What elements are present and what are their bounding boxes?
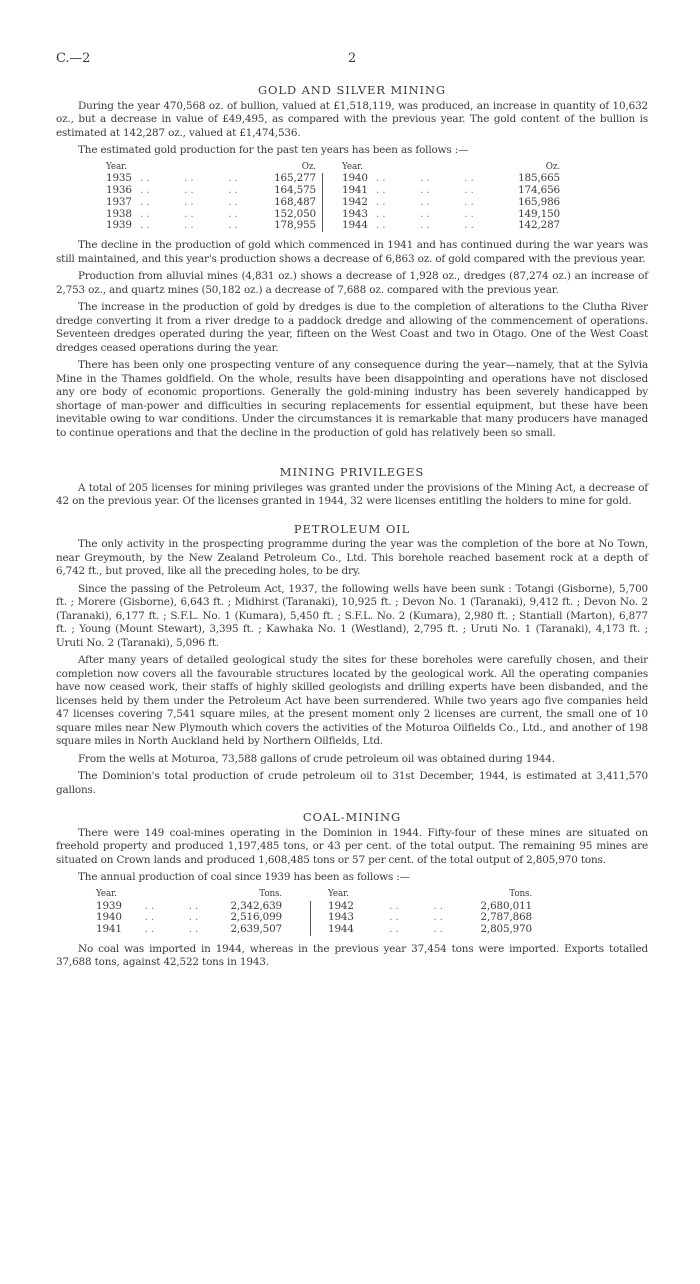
gold-oz: 165,986	[518, 195, 560, 208]
coal-col-tons-right: Tons.	[509, 888, 532, 899]
table-row: 1941 .. .. 2,639,507 1944 .. .. 2,805,970	[96, 923, 532, 936]
coal-tons: 2,516,099	[230, 911, 282, 924]
gold-col-oz-left: Oz.	[301, 161, 316, 172]
page-header	[56, 52, 648, 70]
petroleum-paragraph-1: The only activity in the prospecting programme during the year was the completion of the bore at No Town, near Greymouth, by the New Zealand Petroleum Co., Ltd. This borehole reached basement rock at a depth of 6,742 ft., but proved, like all the preceding holes, to be dry.	[56, 538, 648, 578]
gold-oz: 178,955	[274, 219, 316, 232]
gold-year: 1938	[106, 207, 132, 220]
table-row: 1940 .. .. 2,516,099 1943 .. .. 2,787,868	[96, 911, 532, 924]
gold-year: 1943	[342, 207, 368, 220]
gold-oz: 185,665	[518, 172, 560, 185]
coal-tons: 2,680,011	[480, 899, 532, 912]
gold-year: 1942	[342, 195, 368, 208]
coal-year: 1941	[96, 923, 122, 936]
coal-col-year-right: Year.	[328, 888, 349, 899]
coal-production-table	[96, 889, 532, 936]
gold-oz: 152,050	[274, 207, 316, 220]
coal-year: 1943	[328, 911, 354, 924]
gold-oz: 142,287	[518, 219, 560, 232]
gold-col-year-right: Year.	[342, 161, 363, 172]
gold-oz: 165,277	[274, 172, 316, 185]
gold-paragraph-6: There has been only one prospecting venture of any consequence during the year—namely, that at the Sylvia Mine in the Thames goldfield. On the whole, results have been disappointing and operations have not disclosed any ore body of economic proportions. Generally the gold-mining industry has been severely handicapped by shortage of man-power and difficulties in securing replacements for essential equipment, but these have been inevitable owing to war conditions. Under the circumstances it is remarkable that many producers have managed to continue operations and that the decline in the production of gold has relatively been so small.	[56, 359, 648, 439]
document-reference: C.—2	[56, 51, 91, 66]
gold-year: 1935	[106, 172, 132, 185]
table-row: 1936 .. .. .. 164,575 1941 .. .. .. 174,656	[106, 184, 560, 197]
gold-oz: 164,575	[274, 184, 316, 197]
coal-tons: 2,342,639	[230, 899, 282, 912]
coal-paragraph-2: The annual production of coal since 1939 has been as follows :—	[78, 871, 410, 884]
coal-section-title: COAL-MINING	[302, 810, 402, 825]
gold-paragraph-1: During the year 470,568 oz. of bullion, valued at £1,518,119, was produced, an increase in quantity of 10,632 oz., but a decrease in value of £49,495, as compared with the previous year. The gold content of the bullion is estimated at 142,287 oz., valued at £1,474,536.	[56, 99, 648, 139]
privileges-paragraph-1: A total of 205 licenses for mining privileges was granted under the provisions of the Mining Act, a decrease of 42 on the previous year. Of the licenses granted in 1944, 32 were licenses entitling the holders to mine for gold.	[56, 481, 648, 508]
table-row: 1937 .. .. .. 168,487 1942 .. .. .. 165,986	[106, 195, 560, 208]
privileges-section-title: MINING PRIVILEGES	[279, 465, 425, 480]
table-row: 1939 .. .. 2,342,639 1942 .. .. 2,680,011	[96, 899, 532, 912]
gold-year: 1939	[106, 219, 132, 232]
gold-oz: 168,487	[274, 195, 316, 208]
gold-oz: 149,150	[518, 207, 560, 220]
table-row: 1938 .. .. .. 152,050 1943 .. .. .. 149,150	[106, 207, 560, 220]
gold-paragraph-5: The increase in the production of gold by dredges is due to the completion of alterations to the Clutha River dredge converting it from a river dredge to a paddock dredge and allowing of the commencement of operations. Seventeen dredges operated during the year, fifteen on the West Coast and two in Otago. One of the West Coast dredges ceased operations during the year.	[56, 301, 648, 354]
page-number: 2	[347, 51, 357, 66]
gold-paragraph-3: The decline in the production of gold which commenced in 1941 and has continued during the war years was still maintained, and this year's production shows a decrease of 6,863 oz. of gold compared with the previous year.	[56, 239, 648, 265]
document-page	[56, 52, 648, 974]
coal-paragraph-3: No coal was imported in 1944, whereas in the previous year 37,454 tons were imported. Exports totalled 37,688 tons, against 42,522 tons in 1943.	[56, 942, 648, 969]
gold-paragraph-4: Production from alluvial mines (4,831 oz.) shows a decrease of 1,928 oz., dredges (87,274 oz.) an increase of 2,753 oz., and quartz mines (50,182 oz.) a decrease of 7,688 oz. compared with the previous year.	[56, 270, 648, 296]
gold-section-title: GOLD AND SILVER MINING	[257, 83, 447, 97]
gold-col-year-left: Year.	[106, 161, 127, 172]
coal-year: 1939	[96, 899, 122, 912]
petroleum-paragraph-4: From the wells at Moturoa, 73,588 gallons of crude petroleum oil was obtained during 1944.	[78, 752, 555, 765]
petroleum-paragraph-5: The Dominion's total production of crude petroleum oil to 31st December, 1944, is estimated at 3,411,570 gallons.	[56, 770, 648, 796]
table-row: 1939 .. .. .. 178,955 1944 .. .. .. 142,287	[106, 219, 560, 232]
gold-col-oz-right: Oz.	[545, 161, 560, 172]
coal-col-year-left: Year.	[96, 888, 117, 899]
petroleum-paragraph-3: After many years of detailed geological study the sites for these boreholes were carefully chosen, and their completion now covers all the favourable structures located by the geological work. All the operating companies have now ceased work, their staffs of highly skilled geologists and drilling experts have been disbanded, and the licenses held by them under the Petroleum Act have been surrendered. While two years ago five companies held 47 licenses covering 7,541 square miles, at the present moment only 2 licenses are current, the small one of 10 square miles near New Plymouth which covers the activities of the Moturoa Oilfields Co., Ltd., and another of 198 square miles in North Auckland held by Northern Oilfields, Ltd.	[56, 654, 648, 748]
gold-production-table	[106, 162, 560, 233]
coal-paragraph-1: There were 149 coal-mines operating in the Dominion in 1944. Fifty-four of these mines are situated on freehold property and produced 1,197,485 tons, or 43 per cent. of the total output. The remaining 95 mines are situated on Crown lands and produced 1,608,485 tons or 57 per cent. of the total output of 2,805,970 tons.	[56, 826, 648, 866]
coal-year: 1942	[328, 899, 354, 912]
gold-year: 1936	[106, 184, 132, 197]
coal-year: 1944	[328, 923, 354, 936]
coal-tons: 2,787,868	[480, 911, 532, 924]
gold-year: 1937	[106, 195, 132, 208]
coal-tons: 2,639,507	[230, 923, 282, 936]
gold-oz: 174,656	[518, 184, 560, 197]
gold-year: 1941	[342, 184, 368, 197]
table-row: 1935 .. .. .. 165,277 1940 .. .. .. 185,665	[106, 172, 560, 185]
petroleum-section-title: PETROLEUM OIL	[293, 521, 411, 536]
gold-year: 1944	[342, 219, 368, 232]
gold-year: 1940	[342, 172, 368, 185]
coal-col-tons-left: Tons.	[259, 888, 282, 899]
petroleum-paragraph-2: Since the passing of the Petroleum Act, 1937, the following wells have been sunk : Totangi (Gisborne), 5,700 ft. ; Morere (Gisborne), 6,643 ft. ; Midhirst (Taranaki), 10,925 ft. ; Devon No. 1 (Taranaki), 9,412 ft. ; Devon No. 2 (Taranaki), 6,177 ft. ; S.F.L. No. 1 (Kumara), 5,450 ft. ; S.F.L. No. 2 (Kumara), 2,980 ft. ; Stantiall (Marton), 6,877 ft. ; Young (Mount Stewart), 3,395 ft. ; Kawhaka No. 1 (Westland), 2,795 ft. ; Uruti No. 1 (Taranaki), 4,173 ft. ; Uruti No. 2 (Taranaki), 5,096 ft.	[56, 582, 648, 649]
gold-paragraph-2: The estimated gold production for the past ten years has been as follows :—	[78, 144, 469, 156]
coal-year: 1940	[96, 911, 122, 924]
coal-tons: 2,805,970	[480, 923, 532, 936]
